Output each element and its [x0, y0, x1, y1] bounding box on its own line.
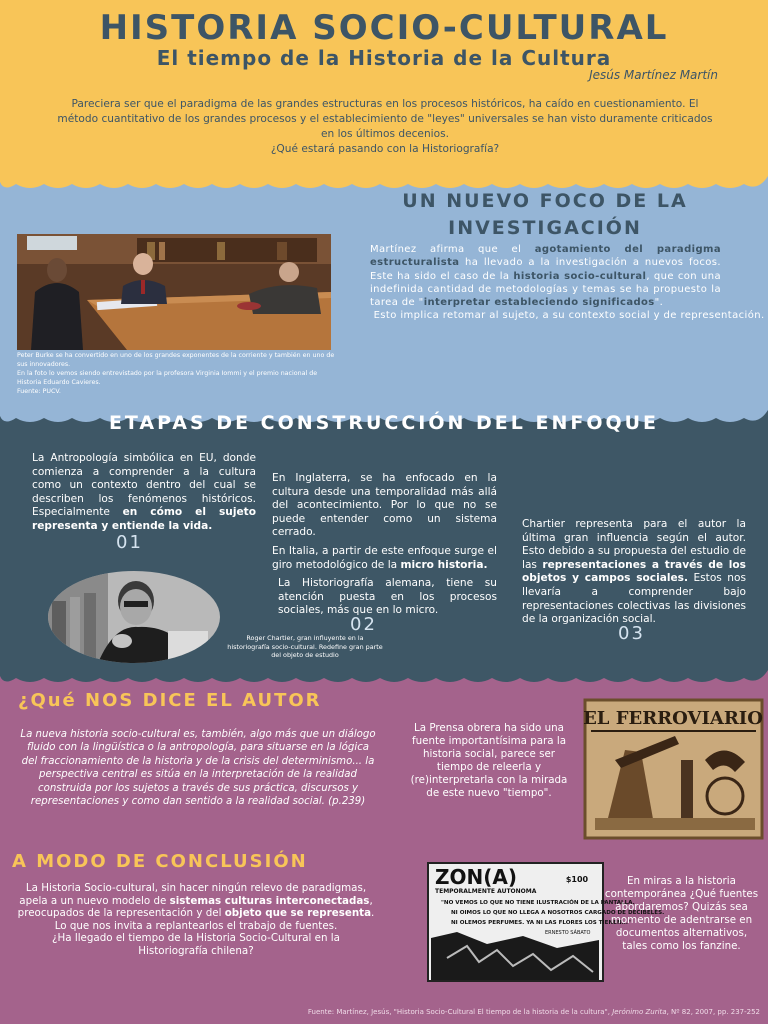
intro-text	[55, 97, 715, 157]
source-citation: Fuente: Martínez, Jesús, "Historia Socio-Cultural El tiempo de la historia de la cultura", Jerónimo Zurita, Nº 82, 2007, pp. 237-252	[307, 1008, 760, 1016]
ferroviario-newspaper-image	[585, 700, 762, 838]
burke-photo-caption: Peter Burke se ha convertido en uno de los grandes exponentes de la corriente y también en uno de sus innovadores. En la foto lo vemos siendo entrevistado por la profesora Virginia Iommi y el premio nacional de Historia Eduardo Cavieres. Fuente: PUCV.	[17, 352, 335, 395]
conclusion-heading: A MODO DE CONCLUSIÓN	[12, 851, 308, 872]
scallop-divider-pink	[0, 664, 768, 688]
stages-heading: ETAPAS DE CONSTRUCCIÓN DEL ENFOQUE	[108, 412, 660, 434]
highlight-agotamiento: agotamiento del paradigma estructuralista	[370, 244, 721, 269]
focus-heading	[360, 188, 730, 242]
chartier-photo-caption: Roger Chartier, gran influyente en la historiografía socio-cultural. Redefine gran parte del objeto de estudio	[227, 634, 383, 659]
zine-price: $100	[565, 875, 589, 884]
zine-title: ZON(A)	[435, 865, 518, 889]
focus-heading-line2: INVESTIGACIÓN	[448, 217, 642, 239]
newspaper-title: EL FERROVIARIO	[583, 708, 763, 729]
zine-line-1: "NO VEMOS LO QUE NO TIENE ILUSTRACIÓN DE LA PANTALLA.	[441, 900, 635, 906]
stage-2-germany: La Historiografía alemana, tiene su atención puesta en los procesos sociales, más que en lo micro.	[278, 577, 497, 617]
focus-paragraph-2: Esto implica retomar al sujeto, a su contexto social y de representación.	[370, 310, 765, 322]
poster-subtitle: El tiempo de la Historia de la Cultura	[156, 46, 612, 70]
zine-line-2: NI OIMOS LO QUE NO LLEGA A NOSOTROS CARGADO DE DECIBELES.	[451, 910, 665, 916]
stage-1-number: 01	[116, 531, 143, 553]
burke-interview-photo	[17, 234, 331, 350]
stage-2-england: En Inglaterra, se ha enfocado en la cultura desde una temporalidad más allá del acontecimiento. Por lo que no se puede entender como un sistema cerrado.	[272, 472, 497, 539]
zine-author: ERNESTO SÁBATO	[545, 930, 591, 936]
zine-subtitle: TEMPORALMENTE AUTONOMA	[435, 888, 537, 895]
conclusion-question: ¿Ha llegado el tiempo de la Historia Socio-Cultural en la Historiografía chilena?	[52, 932, 340, 957]
stage-2-text	[272, 472, 497, 635]
poster-title: HISTORIA SOCIO-CULTURAL	[99, 8, 669, 48]
fanzine-text: En miras a la historia contemporánea ¿Qué fuentes abordaremos? Quizás sea momento de adentrarse en documentos alternativos, tales como los fanzine.	[604, 875, 759, 953]
poster-author: Jesús Martínez Martín	[589, 68, 718, 82]
stage-1-text: La Antropología simbólica en EU, donde comienza a comprender a la cultura como un contexto dentro del cual se describen los fenómenos históricos. Especialmente en cómo el sujeto representa y entiende la vida. 01	[32, 452, 256, 553]
highlight-interpretar: interpretar estableciendo significados	[423, 297, 655, 309]
conclusion-text: La Historia Socio-cultural, sin hacer ningún relevo de paradigmas, apela a un nuevo modelo de sistemas culturas interconectadas, preocupados de la representación y del objeto que se representa. Lo que nos invita a replantearlos el trabajo de fuentes. ¿Ha llegado el tiempo de la Historia Socio-Cultural en la Historiografía chilena?	[17, 882, 375, 957]
author-heading: ¿Qué NOS DICE EL AUTOR	[18, 690, 322, 711]
workers-press-text: La Prensa obrera ha sido una fuente importantísima para la historia social, parece ser tiempo de releerla y (re)interpretarla con la mirada de este nuevo "tiempo".	[410, 722, 568, 800]
intro-paragraph: Pareciera ser que el paradigma de las grandes estructuras en los procesos históricos, ha caído en cuestionamiento. El método cuantitativo de los grandes procesos y el establecimiento de "leyes" universales se han visto duramente criticados en los últimos decenios.	[57, 98, 713, 140]
stage-3-text: Chartier representa para el autor la última gran influencia según el autor. Esto debido a su propuesta del estudio de las representaciones a través de los objetos y campos sociales. Estos nos llevaría a comprender bajo representaciones colectivas las divisiones de la organización social. 03	[522, 518, 746, 644]
focus-paragraph: Martínez afirma que el agotamiento del paradigma estructuralista ha llevado a la investigación a nuevos focos. Este ha sido el caso de la historia socio-cultural, que con una indefinida cantidad de metodologías y temas se ha propuesto la tarea de "interpretar estableciendo significados". Esto implica retomar al sujeto, a su contexto social y de representación.	[370, 244, 765, 322]
focus-heading-line1: UN NUEVO FOCO DE LA	[402, 190, 688, 212]
highlight-historia: historia socio-cultural	[513, 270, 647, 282]
stage-2-italy: En Italia, a partir de este enfoque surge el giro metodológico de la micro historia.	[272, 544, 497, 571]
stage-3-number: 03	[618, 622, 645, 644]
stage-2-number: 02	[350, 613, 377, 635]
fanzine-cover-image	[427, 862, 665, 982]
intro-question: ¿Qué estará pasando con la Historiografía?	[270, 143, 500, 155]
chartier-photo	[48, 571, 220, 663]
zine-line-3: NI OLEMOS PERFUMES. YA NI LAS FLORES LOS TIENEN..."	[451, 920, 631, 926]
author-quote: La nueva historia socio-cultural es, también, algo más que un diálogo fluido con la lingüística o la antropología, para situarse en la lógica del fraccionamiento de la historia y de la crisis del determinismo... la perspectiva central es sitúa en la interpretación de la realidad construida por los sujetos a través de sus práctica, discursos y representaciones y como dan sentido a la realidad social. (p.239)	[20, 729, 376, 808]
